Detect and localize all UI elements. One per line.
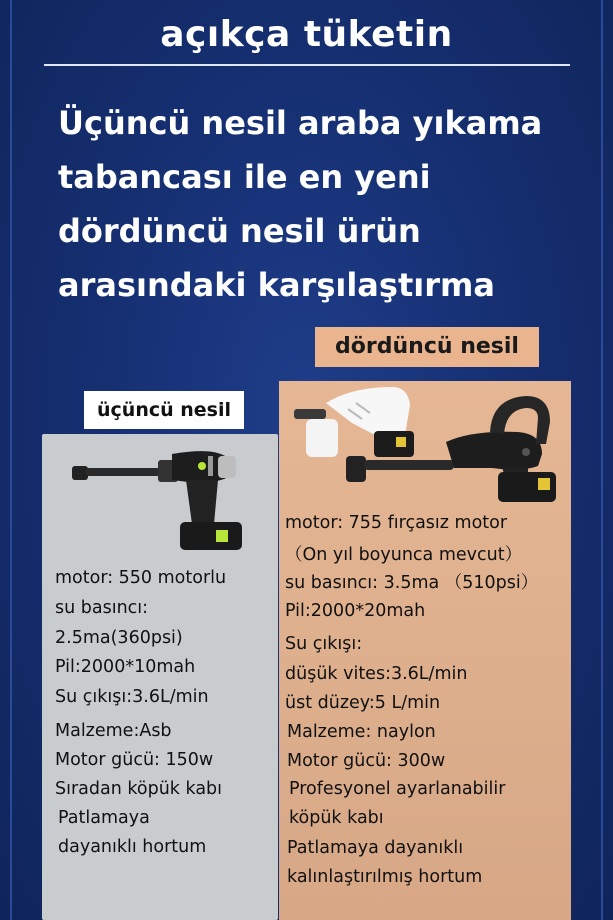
third-gen-spec: Sıradan köpük kabı	[55, 779, 223, 799]
headline-line: dördüncü nesil ürün	[58, 212, 421, 250]
fourth-gen-spec: düşük vites:3.6L/min	[285, 664, 468, 684]
fourth-gen-spec: Motor gücü: 300w	[287, 751, 446, 771]
fourth-gen-spec: Profesyonel ayarlanabilir	[289, 779, 506, 799]
third-gen-spec: Patlamaya	[58, 808, 150, 828]
fourth-gen-label: dördüncü nesil	[315, 327, 539, 367]
fourth-gen-spec: Patlamaya dayanıklı	[287, 838, 464, 858]
fourth-gen-spec: Su çıkışı:	[285, 634, 363, 654]
fourth-gen-spec: Malzeme: naylon	[287, 722, 436, 742]
third-gen-spec: motor: 550 motorlu	[55, 568, 227, 588]
frame-border-right	[601, 0, 603, 920]
third-gen-spec: Malzeme:Asb	[55, 721, 172, 741]
headline-line: tabancası ile en yeni	[58, 158, 431, 196]
third-gen-spec: dayanıklı hortum	[58, 837, 207, 857]
third-gen-label: üçüncü nesil	[84, 391, 244, 429]
title-divider	[44, 64, 570, 66]
fourth-gen-spec: üst düzey:5 L/min	[285, 693, 441, 713]
fourth-gen-spec: motor: 755 fırçasız motor	[285, 513, 508, 533]
third-gen-spec: Pil:2000*10mah	[55, 657, 196, 677]
page-title: açıkça tüketin	[160, 14, 453, 55]
third-gen-spec: su basıncı:	[55, 598, 149, 618]
third-gen-spec: Motor gücü: 150w	[55, 750, 214, 770]
headline-line: Üçüncü nesil araba yıkama	[58, 104, 543, 142]
fourth-gen-spec: Pil:2000*20mah	[285, 601, 426, 621]
comparison-headline	[58, 96, 578, 312]
washer-gun-third-gen-icon	[68, 446, 248, 554]
frame-border-left	[10, 0, 12, 920]
fourth-gen-spec: （On yıl boyunca mevcut）	[285, 545, 523, 565]
fourth-gen-spec: köpük kabı	[289, 808, 384, 828]
fourth-gen-spec: su basıncı: 3.5ma （510psi）	[285, 573, 539, 593]
third-gen-spec: 2.5ma(360psi)	[55, 628, 183, 648]
washer-gun-fourth-gen-icon	[342, 392, 558, 504]
headline-line: arasındaki karşılaştırma	[58, 266, 495, 304]
fourth-gen-spec: kalınlaştırılmış hortum	[287, 867, 483, 887]
third-gen-spec: Su çıkışı:3.6L/min	[55, 687, 209, 707]
